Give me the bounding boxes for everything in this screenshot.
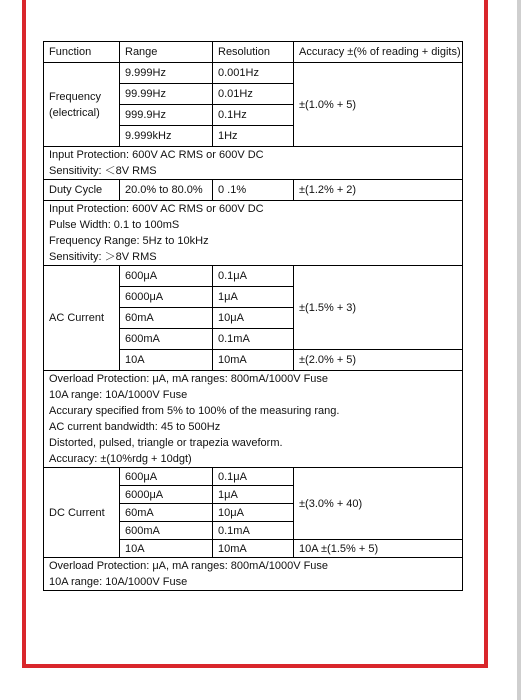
note-line: Overload Protection: μA, mA ranges: 800mA/1000V Fuse — [49, 373, 329, 385]
frequency-function-sublabel: (electrical) — [49, 106, 100, 119]
ac-current-resolution: 0.1μA — [213, 266, 294, 287]
note-line: Accuracy: ±(10%rdg + 10dgt) — [49, 453, 192, 465]
ac-current-function: AC Current — [44, 266, 120, 371]
dc-current-resolution: 1μA — [213, 486, 294, 504]
frequency-range: 99.99Hz — [120, 84, 213, 105]
ac-current-range: 6000μA — [120, 287, 213, 308]
frequency-range: 9.999Hz — [120, 63, 213, 84]
scrollbar[interactable] — [517, 0, 521, 700]
note-line: Input Protection: 600V AC RMS or 600V DC — [49, 149, 264, 161]
ac-current-accuracy: ±(1.5% + 3) — [294, 266, 463, 350]
note-line: Pulse Width: 0.1 to 100mS — [49, 219, 180, 231]
dc-current-notes-row — [44, 558, 463, 591]
ac-current-range: 600μA — [120, 266, 213, 287]
ac-current-resolution: 0.1mA — [213, 329, 294, 350]
dc-current-range: 600mA — [120, 522, 213, 540]
frequency-range: 999.9Hz — [120, 105, 213, 126]
ac-current-notes-row — [44, 371, 463, 468]
duty-cycle-notes — [44, 201, 463, 266]
ac-current-resolution: 10mA — [213, 350, 294, 371]
frequency-resolution: 0.1Hz — [213, 105, 294, 126]
dc-current-resolution: 10μA — [213, 504, 294, 522]
header-accuracy: Accuracy ±(% of reading + digits) — [294, 42, 463, 63]
ac-current-range: 600mA — [120, 329, 213, 350]
table-row — [44, 63, 463, 84]
dc-current-resolution: 10mA — [213, 540, 294, 558]
ac-current-notes — [44, 371, 463, 468]
dc-current-resolution: 0.1μA — [213, 468, 294, 486]
frequency-function-label: Frequency — [49, 90, 101, 103]
ac-current-resolution: 10μA — [213, 308, 294, 329]
dc-current-range: 600μA — [120, 468, 213, 486]
header-resolution: Resolution — [213, 42, 294, 63]
header-range: Range — [120, 42, 213, 63]
note-line: 10A range: 10A/1000V Fuse — [49, 389, 188, 401]
header-row — [44, 42, 463, 63]
duty-cycle-notes-row — [44, 201, 463, 266]
note-line: Frequency Range: 5Hz to 10kHz — [49, 235, 209, 247]
dc-current-function: DC Current — [44, 468, 120, 558]
frequency-resolution: 0.001Hz — [213, 63, 294, 84]
frequency-notes-row — [44, 147, 463, 180]
spec-table — [43, 41, 463, 591]
note-line: AC current bandwidth: 45 to 500Hz — [49, 421, 221, 433]
red-frame-bottom — [22, 664, 488, 668]
note-line: Overload Protection: μA, mA ranges: 800mA/1000V Fuse — [49, 560, 329, 572]
frequency-accuracy: ±(1.0% + 5) — [294, 63, 463, 147]
frequency-range: 9.999kHz — [120, 126, 213, 147]
duty-cycle-accuracy: ±(1.2% + 2) — [294, 180, 463, 201]
ac-current-accuracy-10a: ±(2.0% + 5) — [294, 350, 463, 371]
ac-current-range: 60mA — [120, 308, 213, 329]
frequency-resolution: 1Hz — [213, 126, 294, 147]
header-function: Function — [44, 42, 120, 63]
note-line: Sensitivity: ＞8V RMS — [49, 251, 157, 263]
frequency-function-cell — [44, 63, 120, 147]
red-frame-right — [484, 0, 488, 668]
dc-current-range: 10A — [120, 540, 213, 558]
duty-cycle-resolution: 0 .1% — [213, 180, 294, 201]
note-line: 10A range: 10A/1000V Fuse — [49, 576, 188, 588]
ac-current-range: 10A — [120, 350, 213, 371]
note-line: Distorted, pulsed, triangle or trapezia waveform. — [49, 437, 283, 449]
note-line: Sensitivity: ＜8V RMS — [49, 165, 157, 177]
dc-current-range: 6000μA — [120, 486, 213, 504]
frequency-notes — [44, 147, 463, 180]
duty-cycle-function: Duty Cycle — [44, 180, 120, 201]
duty-cycle-range: 20.0% to 80.0% — [120, 180, 213, 201]
duty-cycle-row — [44, 180, 463, 201]
frequency-resolution: 0.01Hz — [213, 84, 294, 105]
dc-current-range: 60mA — [120, 504, 213, 522]
note-line: Input Protection: 600V AC RMS or 600V DC — [49, 203, 264, 215]
dc-current-accuracy-10a: 10A ±(1.5% + 5) — [294, 540, 463, 558]
dc-current-accuracy: ±(3.0% + 40) — [294, 468, 463, 540]
table-row — [44, 468, 463, 486]
ac-current-resolution: 1μA — [213, 287, 294, 308]
table-row — [44, 266, 463, 287]
note-line: Accurary specified from 5% to 100% of the measuring rang. — [49, 405, 340, 417]
dc-current-resolution: 0.1mA — [213, 522, 294, 540]
dc-current-notes — [44, 558, 463, 591]
red-frame-left — [22, 0, 26, 668]
